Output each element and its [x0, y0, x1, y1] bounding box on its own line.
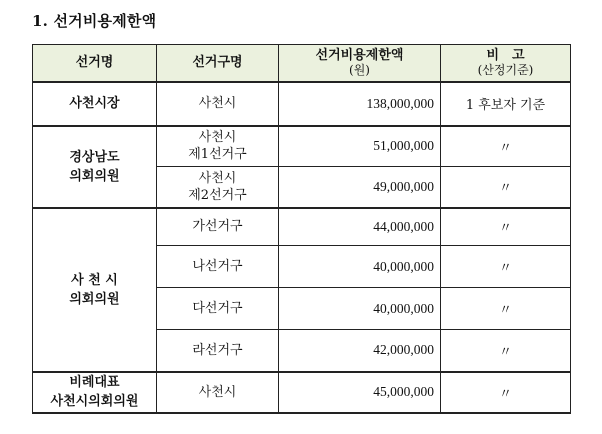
amount-cell: 44,000,000: [279, 208, 441, 246]
header-remarks: [441, 45, 571, 82]
amount-cell: 42,000,000: [279, 330, 441, 372]
election-cost-limit-table: [32, 44, 571, 414]
section-title: 1. 선거비용제한액: [32, 12, 157, 30]
district-label-line1: 사천시: [198, 130, 237, 146]
amount-cell: 40,000,000: [279, 288, 441, 330]
district-cell: [157, 372, 279, 413]
region-cell: [33, 82, 157, 126]
note-cell: 〃: [441, 208, 571, 246]
region-label-line2: 사천시의회의원: [50, 394, 139, 409]
table-row: [33, 126, 571, 167]
amount-cell: 51,000,000: [279, 126, 441, 167]
region-label: 사천시장: [69, 96, 120, 111]
note-cell: 〃: [441, 126, 571, 167]
district-label: 다선거구: [192, 301, 243, 316]
region-cell: [33, 126, 157, 208]
district-label: 사천시: [198, 96, 237, 111]
amount-cell: 40,000,000: [279, 246, 441, 288]
note-cell: 〃: [441, 167, 571, 208]
district-label: 라선거구: [192, 342, 243, 358]
header-district-name: 선거구명: [157, 45, 279, 82]
note-cell: 〃: [441, 288, 571, 330]
region-cell: [33, 208, 157, 372]
note-cell: 〃: [441, 246, 571, 288]
region-cell: [33, 372, 157, 413]
district-cell: [157, 126, 279, 167]
district-cell: [157, 330, 279, 372]
header-remarks-label: 비 고: [486, 47, 525, 63]
district-label-line2: 제2선거구: [188, 187, 247, 203]
region-label-line2: 의회의원: [69, 168, 120, 184]
region-label-line1: 사 천 시: [71, 272, 118, 288]
amount-cell: 138,000,000: [279, 82, 441, 126]
note-cell: 1 후보자 기준: [441, 82, 571, 126]
district-label-line1: 사천시: [198, 170, 237, 186]
district-label-line2: 제1선거구: [188, 147, 247, 163]
header-cost-limit-label: 선거비용제한액: [315, 47, 404, 63]
district-label: 사천시: [198, 384, 237, 400]
amount-cell: 49,000,000: [279, 167, 441, 208]
district-cell: [157, 288, 279, 330]
district-label: 나선거구: [192, 259, 243, 274]
note-cell: 〃: [441, 330, 571, 372]
table-header-row: [33, 45, 571, 82]
header-cost-limit: [279, 45, 441, 82]
district-cell: [157, 208, 279, 246]
note-cell: 〃: [441, 372, 571, 413]
district-label: 가선거구: [192, 219, 243, 235]
region-label-line1: 경상남도: [69, 149, 120, 165]
header-election-name: 선거명: [33, 45, 157, 82]
header-remarks-basis: (산정기준): [477, 62, 534, 77]
district-cell: [157, 246, 279, 288]
table-row: [33, 208, 571, 246]
district-cell: [157, 82, 279, 126]
table-row: [33, 372, 571, 413]
region-label-line2: 의회의원: [69, 291, 120, 307]
table-row: [33, 82, 571, 126]
district-cell: [157, 167, 279, 208]
region-label-line1: 비례대표: [69, 375, 120, 390]
amount-cell: 45,000,000: [279, 372, 441, 413]
header-cost-limit-unit: (원): [349, 62, 370, 77]
